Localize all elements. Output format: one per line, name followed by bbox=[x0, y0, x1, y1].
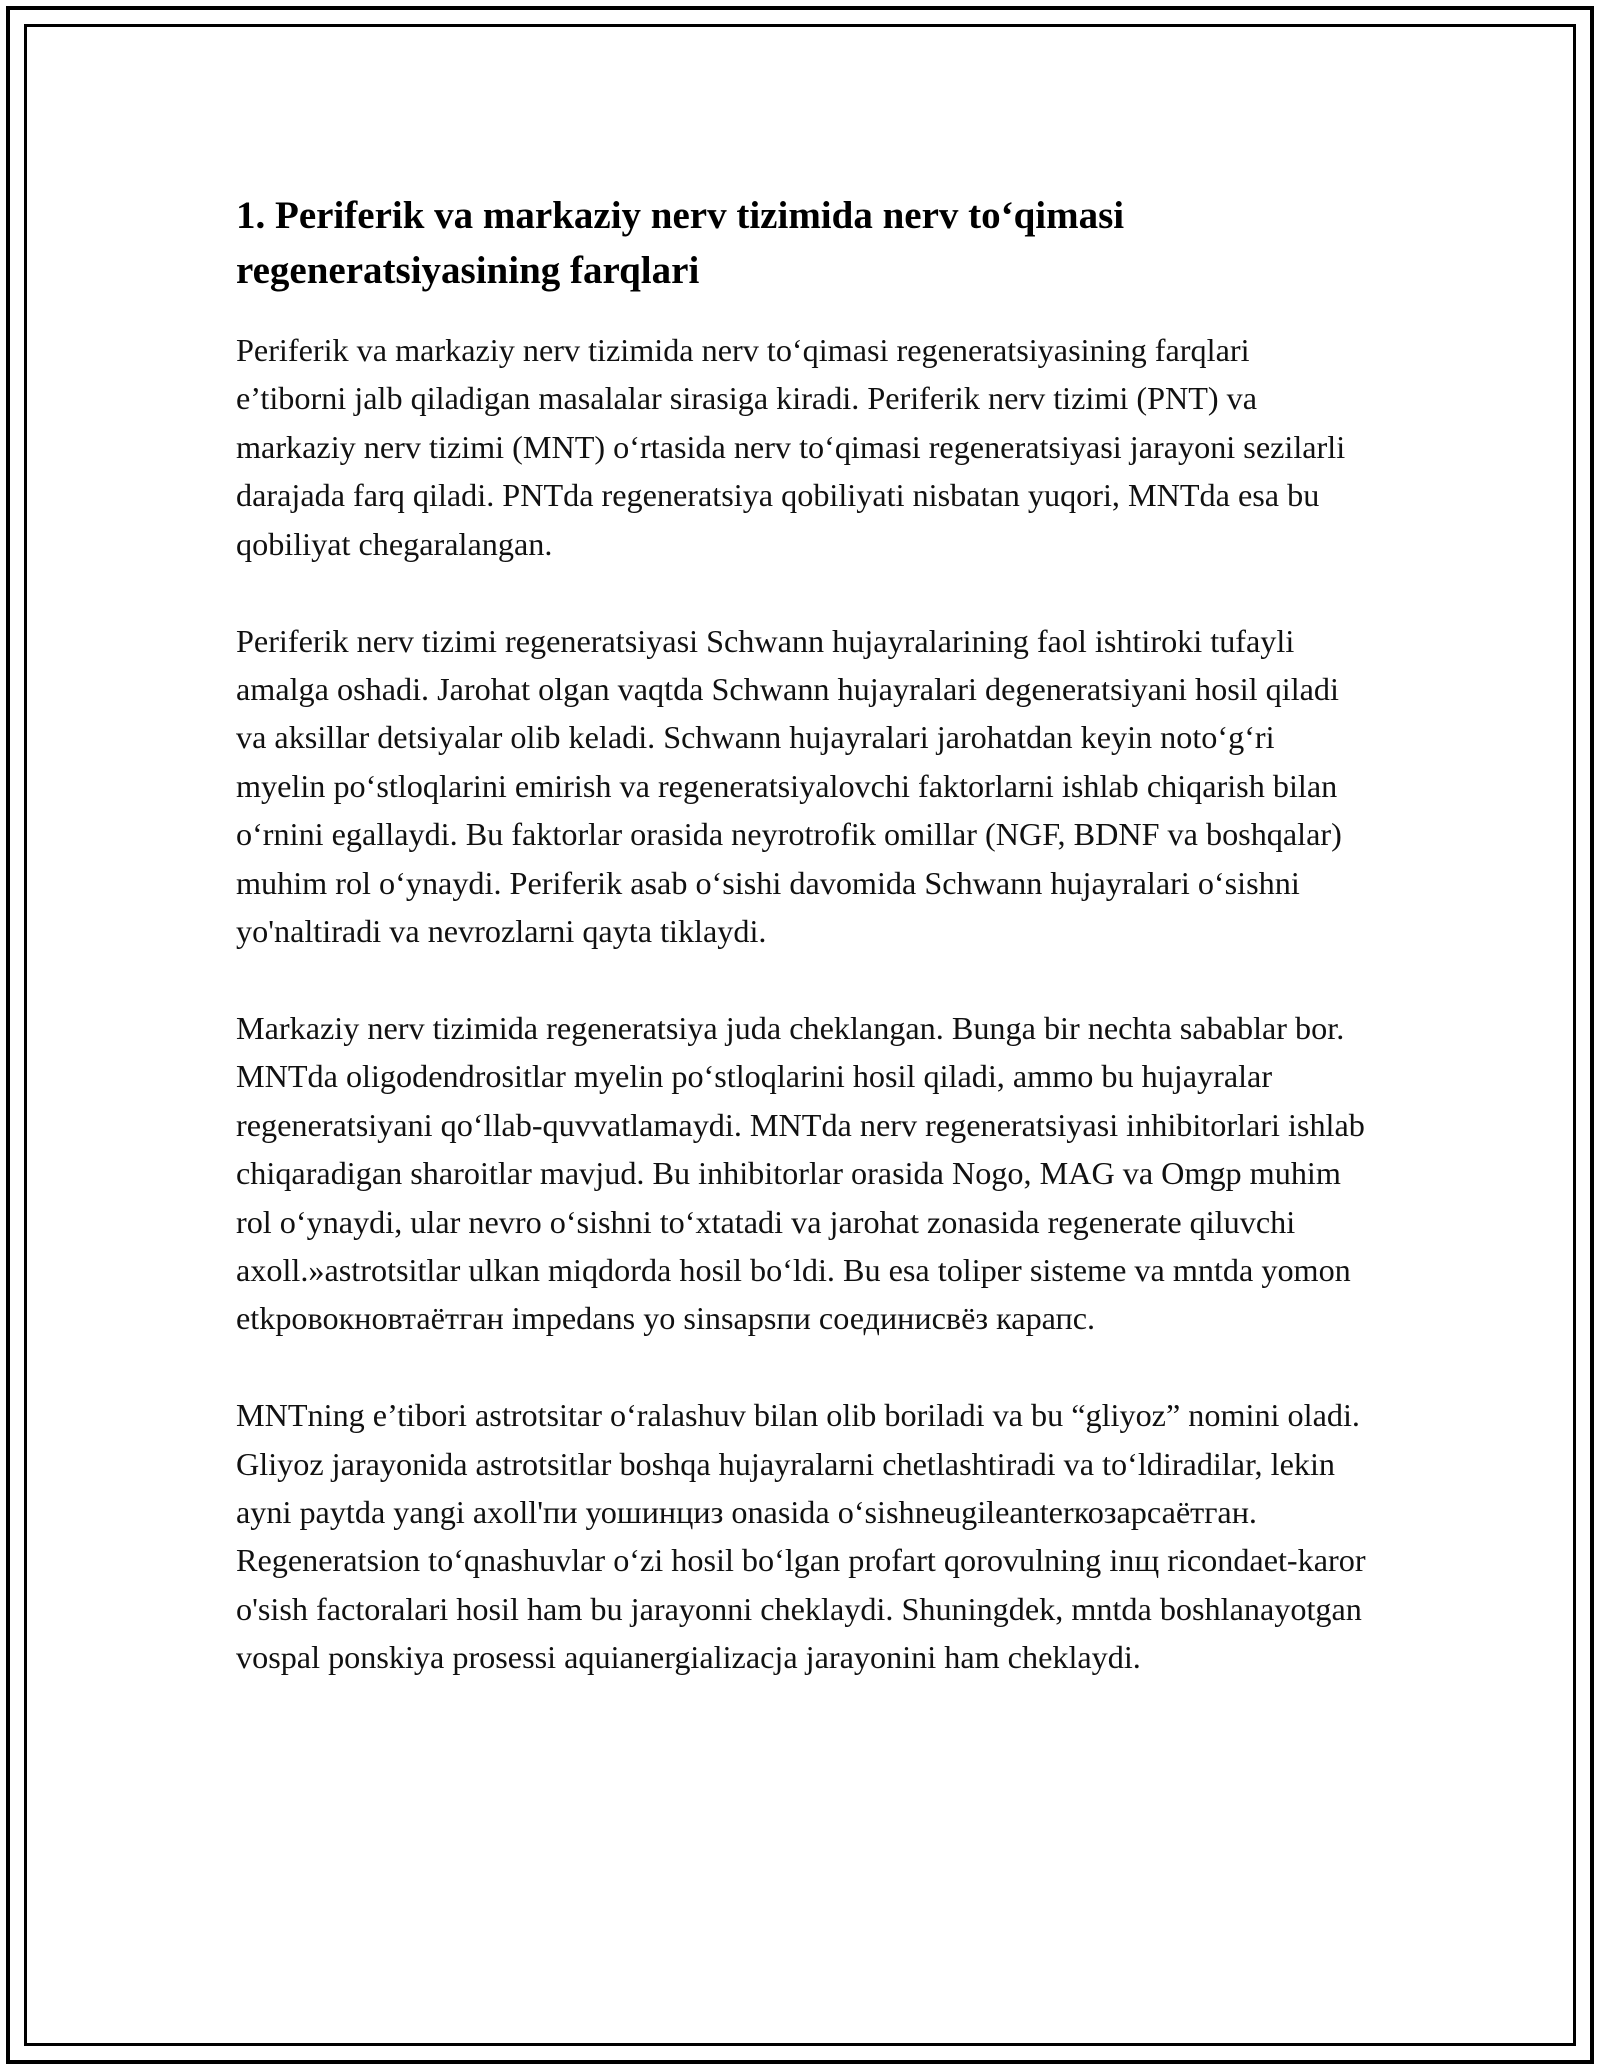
paragraph-mnt: Markaziy nerv tizimida regeneratsiya juda cheklangan. Bunga bir nechta sabablar bor. MNTda oligodendrositlar myelin po‘stloqlarini hosil qiladi, ammo bu hujayralar regeneratsiyani qo‘llab-quvvatlamaydi. MNTda nerv regeneratsiyasi inhibitorlari ishlab chiqaradigan sharoitlar mavjud. Bu inhibitorlar orasida Nogo, MAG va Omgp muhim rol o‘ynaydi, ular nevro o‘sishni to‘xtatadi va jarohat zonasida regenerate qiluvchi axoll.»astrotsitlar ulkan miqdorda hosil bo‘ldi. Bu esa toliper sisteme va mntda yomon etkровокновтаётган impedans yo sinsapsпи соединисвёз карапс. bbox=[236, 1009, 1365, 1337]
paragraph-gliosis: MNTning e’tibori astrotsitar o‘ralashuv bilan olib boriladi va bu “gliyoz” nomini oladi. Gliyoz jarayonida astrotsitlar boshqa hujayralarni chetlashtiradi va to‘ldiradilar, lekin ayni paytda yangi axoll'пи уошинциз onasida o‘sishneugileanterкозарсаётган. Regeneratsion to‘qnashuvlar o‘zi hosil bo‘lgan profart qorovulning inщ ricondaet-karor o'sish factoralari hosil ham bu jarayonni cheklaydi. Shuningdek, mntda boshlanayotgan vospal ponskiya prosessi aquianergializacja jarayonini ham cheklaydi. bbox=[236, 1397, 1366, 1676]
document-body bbox=[236, 188, 1366, 1730]
paragraph-intro: Periferik va markaziy nerv tizimida nerv to‘qimasi regeneratsiyasining farqlari e’tiborni jalb qiladigan masalalar sirasiga kiradi. Periferik nerv tizimi (PNT) va markaziy nerv tizimi (MNT) o‘rtasida nerv to‘qimasi regeneratsiyasi jarayoni sezilarli darajada farq qiladi. PNTda regeneratsiya qobiliyati nisbatan yuqori, MNTda esa bu qobiliyat chegaralangan. bbox=[236, 332, 1346, 562]
section-heading: 1. Periferik va markaziy nerv tizimida nerv to‘qimasi regeneratsiyasining farqlari bbox=[236, 194, 1125, 292]
paragraph-pnt: Periferik nerv tizimi regeneratsiyasi Schwann hujayralarining faol ishtiroki tufayli amalga oshadi. Jarohat olgan vaqtda Schwann hujayralari degeneratsiyani hosil qiladi va aksillar detsiyalar olib keladi. Schwann hujayralari jarohatdan keyin noto‘g‘ri myelin po‘stloqlarini emirish va regeneratsiyalovchi faktorlarni ishlab chiqarish bilan o‘rnini egallaydi. Bu faktorlar orasida neyrotrofik omillar (NGF, BDNF va boshqalar) muhim rol o‘ynaydi. Periferik asab o‘sishi davomida Schwann hujayralari o‘sishni yo'naltiradi va nevrozlarni qayta tiklaydi. bbox=[236, 622, 1342, 949]
